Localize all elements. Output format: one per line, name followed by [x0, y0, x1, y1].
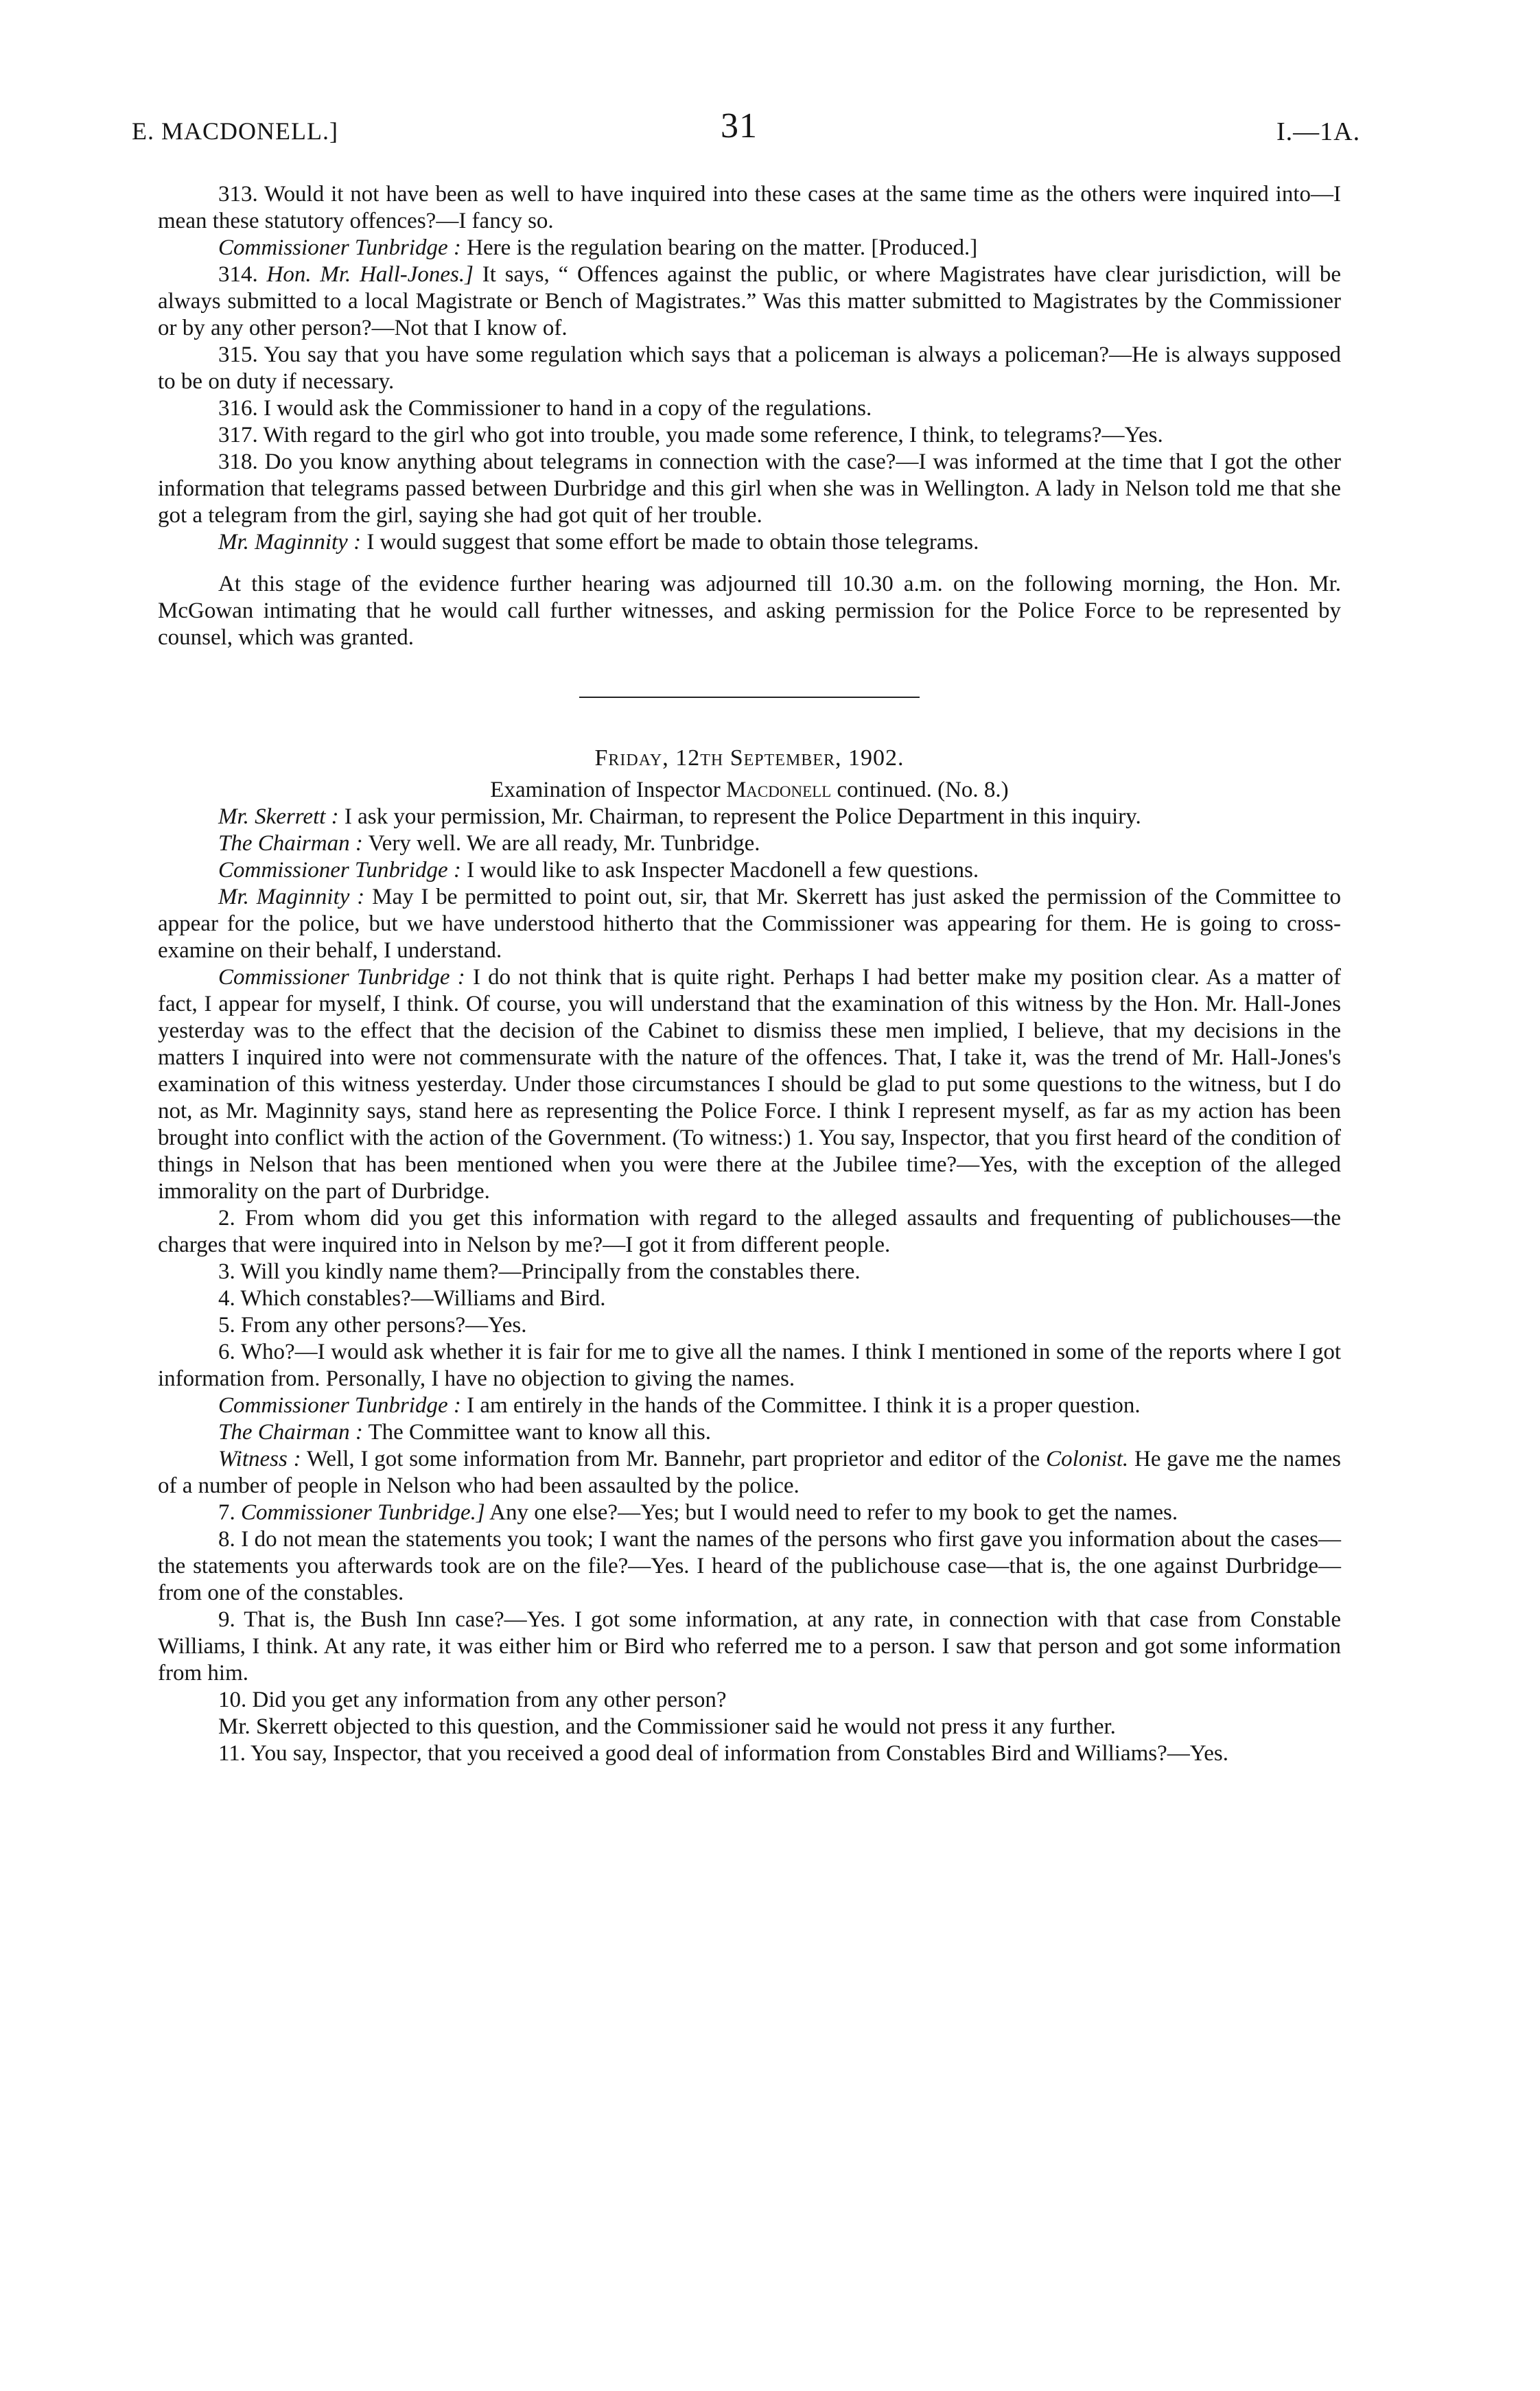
paragraph: The Chairman : The Committee want to know all this.: [218, 1420, 712, 1445]
speaker-label: Mr. Maginnity :: [218, 530, 362, 555]
paragraph: Mr. Skerrett : I ask your permission, Mr. Chairman, to represent the Police Department in this inquiry.: [218, 804, 1141, 829]
paragraph: Witness : Well, I got some information from Mr. Bannehr, part proprietor and editor of the Colonist. He gave me the names of a number of people in Nelson who had been assaulted by the police.: [158, 1447, 1341, 1498]
paragraph: Mr. Skerrett objected to this question, and the Commissioner said he would not press it any further.: [218, 1714, 1116, 1739]
speaker-label: Mr. Maginnity :: [218, 885, 365, 909]
paragraph: 314. Hon. Mr. Hall-Jones.] It says, “ Offences against the public, or where Magistrates have clear jurisdiction, will be always submitted to a local Magistrate or Bench of Magistrates.” Was this matter submitted to Magistrates by the Commissioner or by any other person?—Not that I know of.: [158, 262, 1342, 340]
paragraph: 8. I do not mean the statements you took; I want the names of the persons who first gave you information about the cases—the statements you afterwards took are on the file?—Yes. I heard of the publichouse case—that is, the one against Durbridge—from one of the constables.: [158, 1527, 1341, 1605]
adjournment-note: At this stage of the evidence further hearing was adjourned till 10.30 a.m. on the following morning, the Hon. Mr. McGowan intimating that he would call further witnesses, and asking permission for the Police Force to be represented by counsel, which was granted.: [158, 572, 1341, 650]
paragraph: 9. That is, the Bush Inn case?—Yes. I got some information, at any rate, in connection with that case from Constable Williams, I think. At any rate, it was either him or Bird who referred me to a person. I saw that person and got some information from him.: [158, 1607, 1341, 1686]
paragraph: Mr. Maginnity : May I be permitted to point out, sir, that Mr. Skerrett has just asked the permission of the Committee to appear for the police, but we have understood hitherto that the Commissioner was appearing for them. He is going to cross-examine on their behalf, I understand.: [158, 885, 1341, 963]
paragraph: 6. Who?—I would ask whether it is fair for me to give all the names. I think I mentioned in some of the reports where I got information from. Personally, I have no objection to giving the names.: [158, 1340, 1341, 1391]
page-number: 31: [721, 106, 758, 145]
paragraph: Commissioner Tunbridge : I am entirely in the hands of the Committee. I think it is a proper question.: [218, 1393, 1141, 1418]
paragraph: Mr. Maginnity : I would suggest that some effort be made to obtain those telegrams.: [218, 530, 979, 555]
paragraph: 11. You say, Inspector, that you received a good deal of information from Constables Bird and Williams?—Yes.: [218, 1741, 1229, 1766]
paragraph: 313. Would it not have been as well to have inquired into these cases at the same time as the others were inquired into—I mean these statutory offences?—I fancy so.: [158, 182, 1341, 233]
paragraph: 10. Did you get any information from any other person?: [218, 1688, 727, 1712]
paragraph: Commissioner Tunbridge : I would like to ask Inspecter Macdonell a few questions.: [218, 858, 979, 883]
paragraph: 316. I would ask the Commissioner to hand in a copy of the regulations.: [218, 396, 872, 421]
speaker-label: Commissioner Tunbridge :: [218, 1393, 461, 1418]
speaker-label: The Chairman :: [218, 831, 363, 856]
speaker-label: Commissioner Tunbridge :: [218, 235, 461, 260]
paragraph: Commissioner Tunbridge : Here is the regulation bearing on the matter. [Produced.]: [218, 235, 978, 260]
section-divider: [579, 697, 920, 698]
paragraph: 2. From whom did you get this information with regard to the alleged assaults and frequenting of publichouses—the charges that were inquired into in Nelson by me?—I got it from different people.: [158, 1206, 1341, 1257]
paragraph: 5. From any other persons?—Yes.: [218, 1313, 527, 1338]
speaker-label: Witness :: [218, 1447, 301, 1471]
paragraph: Commissioner Tunbridge : I do not think that is quite right. Perhaps I had better make my position clear. As a matter of fact, I appear for myself, I think. Of course, you will understand that the examination of this witness by the Hon. Mr. Hall-Jones yesterday was to the effect that the decision of the Cabinet to dismiss these men implied, I believe, that my decisions in the matters I inquired into were not commensurate with the nature of the offences. That, I take it, was the trend of Mr. Hall-Jones's examination of this witness yesterday. Under those circumstances I should be glad to put some questions to the witness, but I do not, as Mr. Maginnity says, stand here as representing the Police Force. I think I represent myself, as far as my action has been brought into conflict with the action of the Government. (To witness:) 1. You say, Inspector, that you first heard of the condition of things in Nelson that has been mentioned when you were there at the Jubilee time?—Yes, with the exception of the alleged immorality on the part of Durbridge.: [158, 965, 1341, 1204]
document-reference: I.—1A.: [1276, 117, 1361, 146]
speaker-label: Commissioner Tunbridge :: [218, 965, 465, 990]
speaker-label: Hon. Mr. Hall-Jones.]: [266, 262, 474, 287]
paragraph: 7. Commissioner Tunbridge.] Any one else?—Yes; but I would need to refer to my book to get the names.: [218, 1500, 1178, 1525]
paragraph: 315. You say that you have some regulation which says that a policeman is always a policeman?—He is always supposed to be on duty if necessary.: [158, 342, 1341, 394]
speaker-label: Commissioner Tunbridge :: [218, 858, 461, 883]
paragraph: 318. Do you know anything about telegrams in connection with the case?—I was informed at the time that I got the other information that telegrams passed between Durbridge and this girl when she was in Wellington. A lady in Nelson told me that she got a telegram from the girl, saying she had got quit of her trouble.: [158, 450, 1341, 528]
document-body: [158, 181, 1341, 1767]
speaker-label: Commissioner Tunbridge.]: [241, 1500, 485, 1525]
paragraph: 3. Will you kindly name them?—Principally from the constables there.: [218, 1259, 861, 1284]
speaker-label: Mr. Skerrett :: [218, 804, 339, 829]
examination-heading: Examination of Inspector Macdonell continued. (No. 8.): [490, 778, 1009, 802]
header-witness-name: E. MACDONELL.]: [132, 117, 338, 145]
paragraph: 4. Which constables?—Williams and Bird.: [218, 1286, 606, 1311]
speaker-label: The Chairman :: [218, 1420, 363, 1445]
running-header: [0, 106, 1540, 152]
paragraph: 317. With regard to the girl who got into trouble, you made some reference, I think, to telegrams?—Yes.: [218, 423, 1163, 447]
paragraph: The Chairman : Very well. We are all ready, Mr. Tunbridge.: [218, 831, 760, 856]
date-heading: Friday, 12th September, 1902.: [594, 745, 905, 771]
